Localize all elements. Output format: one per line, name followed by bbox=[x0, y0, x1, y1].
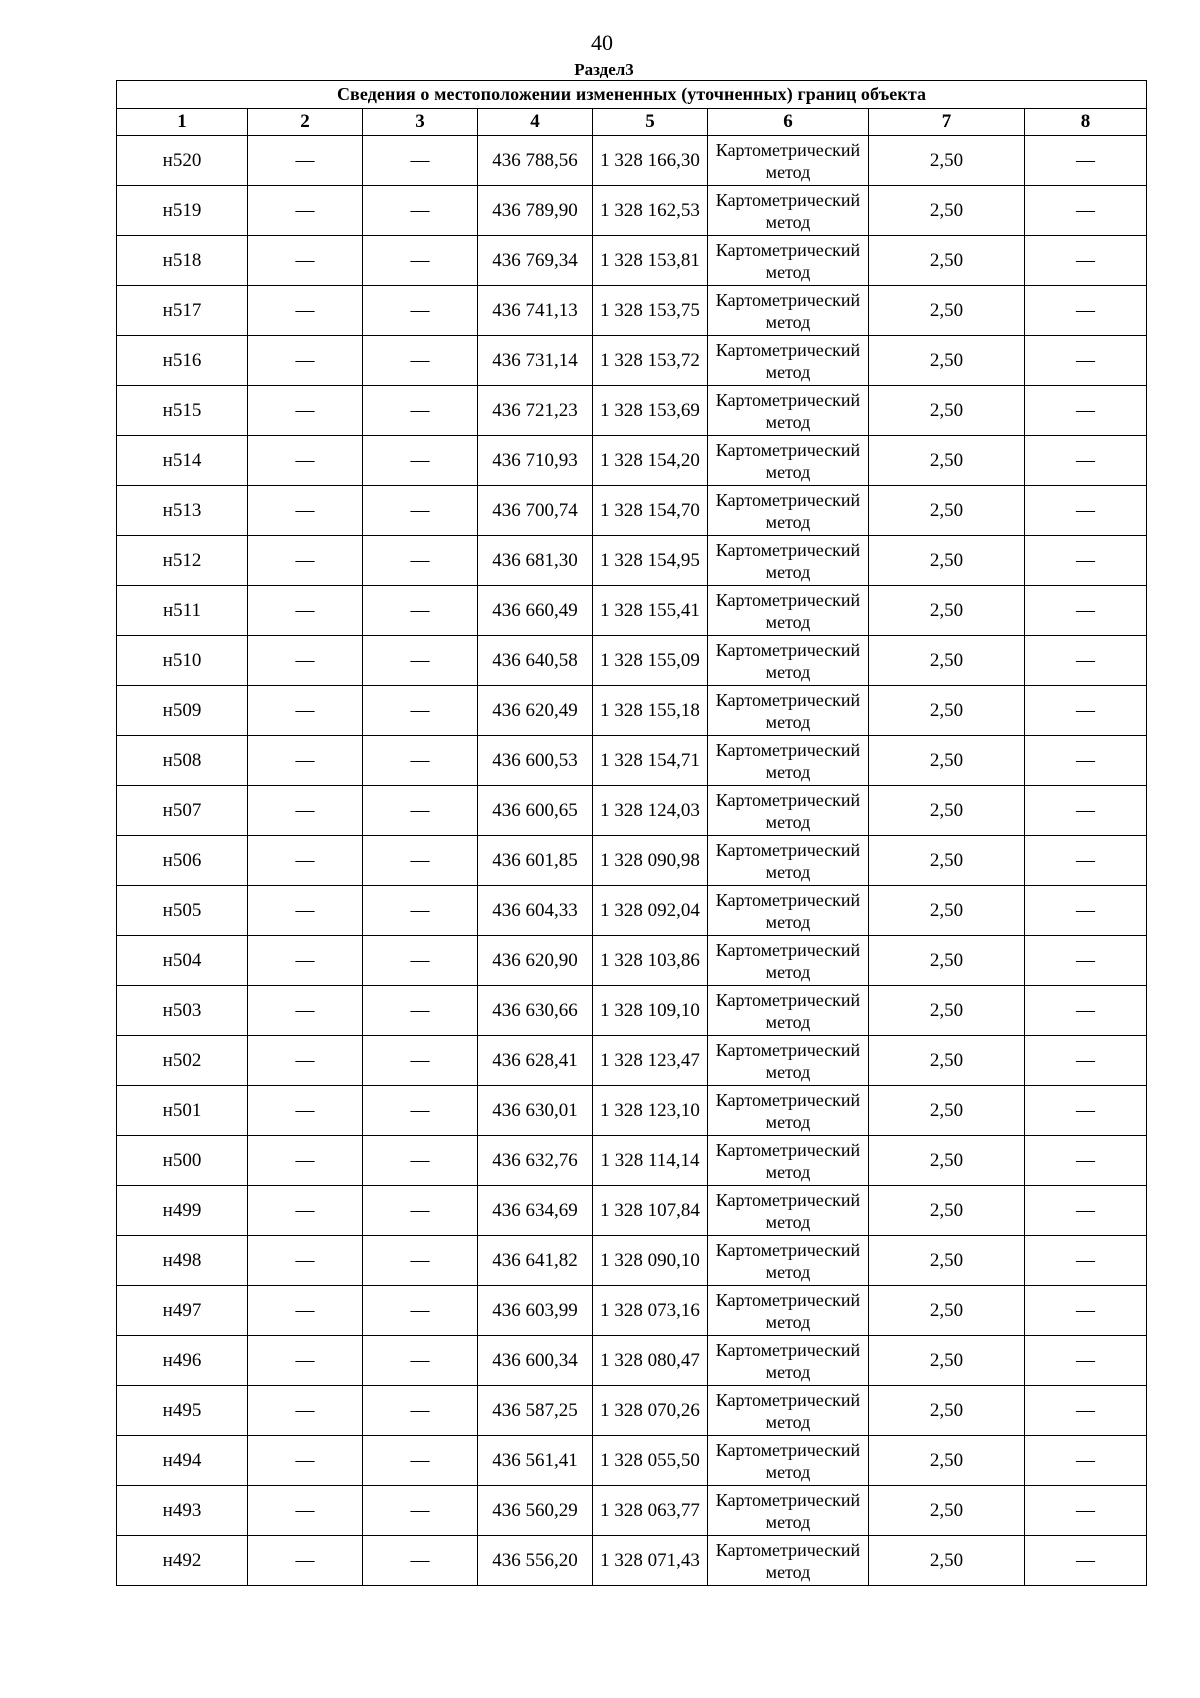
table-row bbox=[117, 1086, 1147, 1136]
boundary-coordinates-table bbox=[116, 80, 1147, 1586]
column-8-cell: — bbox=[1025, 636, 1147, 686]
coordinate-y-cell: 1 328 123,47 bbox=[593, 1036, 708, 1086]
accuracy-cell: 2,50 bbox=[869, 586, 1025, 636]
coordinate-y-cell: 1 328 155,18 bbox=[593, 686, 708, 736]
column-3-cell: — bbox=[363, 1336, 478, 1386]
point-id-cell: н519 bbox=[117, 186, 248, 236]
coordinate-x-cell: 436 789,90 bbox=[478, 186, 593, 236]
column-8-cell: — bbox=[1025, 536, 1147, 586]
method-cell: Картометрический метод bbox=[708, 1536, 869, 1586]
column-3-cell: — bbox=[363, 486, 478, 536]
coordinate-y-cell: 1 328 124,03 bbox=[593, 786, 708, 836]
method-cell: Картометрический метод bbox=[708, 186, 869, 236]
point-id-cell: н492 bbox=[117, 1536, 248, 1586]
column-8-cell: — bbox=[1025, 136, 1147, 186]
method-cell: Картометрический метод bbox=[708, 1186, 869, 1236]
column-8-cell: — bbox=[1025, 436, 1147, 486]
column-8-cell: — bbox=[1025, 686, 1147, 736]
coordinate-y-cell: 1 328 109,10 bbox=[593, 986, 708, 1036]
table-row bbox=[117, 936, 1147, 986]
coordinate-y-cell: 1 328 090,98 bbox=[593, 836, 708, 886]
coordinate-y-cell: 1 328 162,53 bbox=[593, 186, 708, 236]
coordinate-x-cell: 436 741,13 bbox=[478, 286, 593, 336]
point-id-cell: н497 bbox=[117, 1286, 248, 1336]
accuracy-cell: 2,50 bbox=[869, 836, 1025, 886]
column-8-cell: — bbox=[1025, 836, 1147, 886]
table-row bbox=[117, 736, 1147, 786]
column-8-cell: — bbox=[1025, 186, 1147, 236]
coordinate-x-cell: 436 600,65 bbox=[478, 786, 593, 836]
point-id-cell: н503 bbox=[117, 986, 248, 1036]
column-3-cell: — bbox=[363, 936, 478, 986]
accuracy-cell: 2,50 bbox=[869, 1136, 1025, 1186]
column-3-cell: — bbox=[363, 1286, 478, 1336]
accuracy-cell: 2,50 bbox=[869, 936, 1025, 986]
column-3-cell: — bbox=[363, 186, 478, 236]
column-2-cell: — bbox=[248, 886, 363, 936]
column-8-cell: — bbox=[1025, 1136, 1147, 1186]
point-id-cell: н494 bbox=[117, 1436, 248, 1486]
coordinate-x-cell: 436 632,76 bbox=[478, 1136, 593, 1186]
coordinate-y-cell: 1 328 154,20 bbox=[593, 436, 708, 486]
coordinate-x-cell: 436 641,82 bbox=[478, 1236, 593, 1286]
table-row bbox=[117, 386, 1147, 436]
coordinate-y-cell: 1 328 123,10 bbox=[593, 1086, 708, 1136]
column-8-cell: — bbox=[1025, 1236, 1147, 1286]
table-row bbox=[117, 1536, 1147, 1586]
column-2-cell: — bbox=[248, 1386, 363, 1436]
table-body bbox=[117, 136, 1147, 1586]
column-3-cell: — bbox=[363, 786, 478, 836]
column-3-cell: — bbox=[363, 436, 478, 486]
column-8-cell: — bbox=[1025, 1036, 1147, 1086]
table-row bbox=[117, 486, 1147, 536]
table-row bbox=[117, 536, 1147, 586]
point-id-cell: н493 bbox=[117, 1486, 248, 1536]
method-cell: Картометрический метод bbox=[708, 1236, 869, 1286]
column-8-cell: — bbox=[1025, 1286, 1147, 1336]
column-8-cell: — bbox=[1025, 1186, 1147, 1236]
table-row bbox=[117, 786, 1147, 836]
column-number-5: 5 bbox=[593, 109, 708, 136]
coordinate-y-cell: 1 328 155,09 bbox=[593, 636, 708, 686]
table-row bbox=[117, 236, 1147, 286]
column-3-cell: — bbox=[363, 136, 478, 186]
table-row bbox=[117, 336, 1147, 386]
table-row bbox=[117, 836, 1147, 886]
table-row bbox=[117, 1236, 1147, 1286]
column-2-cell: — bbox=[248, 486, 363, 536]
column-3-cell: — bbox=[363, 1086, 478, 1136]
accuracy-cell: 2,50 bbox=[869, 536, 1025, 586]
column-2-cell: — bbox=[248, 1536, 363, 1586]
column-8-cell: — bbox=[1025, 986, 1147, 1036]
method-cell: Картометрический метод bbox=[708, 936, 869, 986]
method-cell: Картометрический метод bbox=[708, 786, 869, 836]
coordinate-y-cell: 1 328 154,70 bbox=[593, 486, 708, 536]
column-8-cell: — bbox=[1025, 1086, 1147, 1136]
column-2-cell: — bbox=[248, 836, 363, 886]
accuracy-cell: 2,50 bbox=[869, 1286, 1025, 1336]
point-id-cell: н513 bbox=[117, 486, 248, 536]
column-2-cell: — bbox=[248, 986, 363, 1036]
column-3-cell: — bbox=[363, 1486, 478, 1536]
table-row bbox=[117, 886, 1147, 936]
accuracy-cell: 2,50 bbox=[869, 1036, 1025, 1086]
column-3-cell: — bbox=[363, 736, 478, 786]
point-id-cell: н515 bbox=[117, 386, 248, 436]
column-3-cell: — bbox=[363, 1186, 478, 1236]
method-cell: Картометрический метод bbox=[708, 636, 869, 686]
table-row bbox=[117, 1186, 1147, 1236]
coordinate-x-cell: 436 640,58 bbox=[478, 636, 593, 686]
table-row bbox=[117, 986, 1147, 1036]
method-cell: Картометрический метод bbox=[708, 1086, 869, 1136]
coordinate-x-cell: 436 630,01 bbox=[478, 1086, 593, 1136]
point-id-cell: н501 bbox=[117, 1086, 248, 1136]
column-2-cell: — bbox=[248, 286, 363, 336]
column-3-cell: — bbox=[363, 386, 478, 436]
column-2-cell: — bbox=[248, 136, 363, 186]
point-id-cell: н514 bbox=[117, 436, 248, 486]
column-3-cell: — bbox=[363, 286, 478, 336]
column-3-cell: — bbox=[363, 886, 478, 936]
coordinate-x-cell: 436 556,20 bbox=[478, 1536, 593, 1586]
coordinate-x-cell: 436 620,49 bbox=[478, 686, 593, 736]
column-8-cell: — bbox=[1025, 1386, 1147, 1436]
column-3-cell: — bbox=[363, 686, 478, 736]
coordinate-x-cell: 436 630,66 bbox=[478, 986, 593, 1036]
column-8-cell: — bbox=[1025, 936, 1147, 986]
coordinate-x-cell: 436 769,34 bbox=[478, 236, 593, 286]
column-8-cell: — bbox=[1025, 1436, 1147, 1486]
table-row bbox=[117, 186, 1147, 236]
point-id-cell: н508 bbox=[117, 736, 248, 786]
table-row bbox=[117, 136, 1147, 186]
accuracy-cell: 2,50 bbox=[869, 986, 1025, 1036]
coordinate-x-cell: 436 710,93 bbox=[478, 436, 593, 486]
table-row bbox=[117, 1336, 1147, 1386]
column-2-cell: — bbox=[248, 1486, 363, 1536]
method-cell: Картометрический метод bbox=[708, 1286, 869, 1336]
column-3-cell: — bbox=[363, 986, 478, 1036]
point-id-cell: н520 bbox=[117, 136, 248, 186]
coordinate-y-cell: 1 328 107,84 bbox=[593, 1186, 708, 1236]
accuracy-cell: 2,50 bbox=[869, 1386, 1025, 1436]
column-2-cell: — bbox=[248, 586, 363, 636]
column-3-cell: — bbox=[363, 1236, 478, 1286]
method-cell: Картометрический метод bbox=[708, 986, 869, 1036]
coordinate-x-cell: 436 620,90 bbox=[478, 936, 593, 986]
coordinate-x-cell: 436 601,85 bbox=[478, 836, 593, 886]
column-8-cell: — bbox=[1025, 386, 1147, 436]
column-2-cell: — bbox=[248, 1036, 363, 1086]
point-id-cell: н509 bbox=[117, 686, 248, 736]
coordinate-y-cell: 1 328 153,69 bbox=[593, 386, 708, 436]
method-cell: Картометрический метод bbox=[708, 886, 869, 936]
column-8-cell: — bbox=[1025, 786, 1147, 836]
accuracy-cell: 2,50 bbox=[869, 236, 1025, 286]
column-8-cell: — bbox=[1025, 736, 1147, 786]
column-2-cell: — bbox=[248, 1236, 363, 1286]
table-row bbox=[117, 1286, 1147, 1336]
point-id-cell: н502 bbox=[117, 1036, 248, 1086]
accuracy-cell: 2,50 bbox=[869, 386, 1025, 436]
section-label: Раздел3 bbox=[574, 60, 634, 79]
coordinate-y-cell: 1 328 114,14 bbox=[593, 1136, 708, 1186]
table-row bbox=[117, 686, 1147, 736]
table-row bbox=[117, 286, 1147, 336]
table-row bbox=[117, 1136, 1147, 1186]
accuracy-cell: 2,50 bbox=[869, 286, 1025, 336]
accuracy-cell: 2,50 bbox=[869, 436, 1025, 486]
column-8-cell: — bbox=[1025, 486, 1147, 536]
column-2-cell: — bbox=[248, 436, 363, 486]
column-number-7: 7 bbox=[869, 109, 1025, 136]
point-id-cell: н506 bbox=[117, 836, 248, 886]
method-cell: Картометрический метод bbox=[708, 1386, 869, 1436]
coordinate-y-cell: 1 328 063,77 bbox=[593, 1486, 708, 1536]
accuracy-cell: 2,50 bbox=[869, 736, 1025, 786]
method-cell: Картометрический метод bbox=[708, 586, 869, 636]
column-2-cell: — bbox=[248, 636, 363, 686]
point-id-cell: н510 bbox=[117, 636, 248, 686]
column-8-cell: — bbox=[1025, 886, 1147, 936]
column-8-cell: — bbox=[1025, 586, 1147, 636]
method-cell: Картометрический метод bbox=[708, 1486, 869, 1536]
coordinate-x-cell: 436 561,41 bbox=[478, 1436, 593, 1486]
coordinate-y-cell: 1 328 103,86 bbox=[593, 936, 708, 986]
accuracy-cell: 2,50 bbox=[869, 1486, 1025, 1536]
accuracy-cell: 2,50 bbox=[869, 686, 1025, 736]
column-2-cell: — bbox=[248, 1086, 363, 1136]
point-id-cell: н496 bbox=[117, 1336, 248, 1386]
method-cell: Картометрический метод bbox=[708, 1436, 869, 1486]
table-row bbox=[117, 1386, 1147, 1436]
column-8-cell: — bbox=[1025, 336, 1147, 386]
column-3-cell: — bbox=[363, 1386, 478, 1436]
point-id-cell: н495 bbox=[117, 1386, 248, 1436]
column-number-8: 8 bbox=[1025, 109, 1147, 136]
method-cell: Картометрический метод bbox=[708, 686, 869, 736]
accuracy-cell: 2,50 bbox=[869, 1236, 1025, 1286]
table-row bbox=[117, 1486, 1147, 1536]
point-id-cell: н500 bbox=[117, 1136, 248, 1186]
method-cell: Картометрический метод bbox=[708, 136, 869, 186]
page-number: 40 bbox=[591, 30, 613, 55]
column-2-cell: — bbox=[248, 786, 363, 836]
coordinate-x-cell: 436 788,56 bbox=[478, 136, 593, 186]
column-number-2: 2 bbox=[248, 109, 363, 136]
accuracy-cell: 2,50 bbox=[869, 186, 1025, 236]
column-3-cell: — bbox=[363, 1036, 478, 1086]
column-2-cell: — bbox=[248, 1186, 363, 1236]
column-3-cell: — bbox=[363, 836, 478, 886]
method-cell: Картометрический метод bbox=[708, 436, 869, 486]
accuracy-cell: 2,50 bbox=[869, 1086, 1025, 1136]
method-cell: Картометрический метод bbox=[708, 1336, 869, 1386]
method-cell: Картометрический метод bbox=[708, 386, 869, 436]
accuracy-cell: 2,50 bbox=[869, 1536, 1025, 1586]
coordinate-y-cell: 1 328 080,47 bbox=[593, 1336, 708, 1386]
point-id-cell: н498 bbox=[117, 1236, 248, 1286]
point-id-cell: н505 bbox=[117, 886, 248, 936]
method-cell: Картометрический метод bbox=[708, 736, 869, 786]
column-2-cell: — bbox=[248, 186, 363, 236]
coordinate-y-cell: 1 328 155,41 bbox=[593, 586, 708, 636]
coordinate-y-cell: 1 328 153,75 bbox=[593, 286, 708, 336]
accuracy-cell: 2,50 bbox=[869, 336, 1025, 386]
method-cell: Картометрический метод bbox=[708, 486, 869, 536]
accuracy-cell: 2,50 bbox=[869, 136, 1025, 186]
coordinate-x-cell: 436 603,99 bbox=[478, 1286, 593, 1336]
coordinate-x-cell: 436 660,49 bbox=[478, 586, 593, 636]
coordinate-x-cell: 436 600,53 bbox=[478, 736, 593, 786]
method-cell: Картометрический метод bbox=[708, 836, 869, 886]
coordinate-x-cell: 436 587,25 bbox=[478, 1386, 593, 1436]
point-id-cell: н511 bbox=[117, 586, 248, 636]
column-number-6: 6 bbox=[708, 109, 869, 136]
coordinate-x-cell: 436 600,34 bbox=[478, 1336, 593, 1386]
column-3-cell: — bbox=[363, 1436, 478, 1486]
accuracy-cell: 2,50 bbox=[869, 1186, 1025, 1236]
column-8-cell: — bbox=[1025, 286, 1147, 336]
point-id-cell: н499 bbox=[117, 1186, 248, 1236]
point-id-cell: н517 bbox=[117, 286, 248, 336]
column-2-cell: — bbox=[248, 1336, 363, 1386]
column-number-4: 4 bbox=[478, 109, 593, 136]
column-8-cell: — bbox=[1025, 1336, 1147, 1386]
point-id-cell: н504 bbox=[117, 936, 248, 986]
method-cell: Картометрический метод bbox=[708, 1036, 869, 1086]
column-3-cell: — bbox=[363, 636, 478, 686]
table-row bbox=[117, 1036, 1147, 1086]
accuracy-cell: 2,50 bbox=[869, 486, 1025, 536]
column-2-cell: — bbox=[248, 1286, 363, 1336]
accuracy-cell: 2,50 bbox=[869, 786, 1025, 836]
coordinate-x-cell: 436 604,33 bbox=[478, 886, 593, 936]
table-row bbox=[117, 586, 1147, 636]
column-number-row bbox=[117, 109, 1147, 136]
column-2-cell: — bbox=[248, 1436, 363, 1486]
coordinate-y-cell: 1 328 153,72 bbox=[593, 336, 708, 386]
table-row bbox=[117, 1436, 1147, 1486]
method-cell: Картометрический метод bbox=[708, 236, 869, 286]
coordinate-y-cell: 1 328 090,10 bbox=[593, 1236, 708, 1286]
coordinate-y-cell: 1 328 166,30 bbox=[593, 136, 708, 186]
column-number-3: 3 bbox=[363, 109, 478, 136]
column-2-cell: — bbox=[248, 236, 363, 286]
point-id-cell: н512 bbox=[117, 536, 248, 586]
coordinate-y-cell: 1 328 071,43 bbox=[593, 1536, 708, 1586]
coordinate-x-cell: 436 634,69 bbox=[478, 1186, 593, 1236]
column-2-cell: — bbox=[248, 686, 363, 736]
column-2-cell: — bbox=[248, 386, 363, 436]
coordinate-x-cell: 436 681,30 bbox=[478, 536, 593, 586]
method-cell: Картометрический метод bbox=[708, 286, 869, 336]
coordinate-x-cell: 436 731,14 bbox=[478, 336, 593, 386]
point-id-cell: н518 bbox=[117, 236, 248, 286]
point-id-cell: н516 bbox=[117, 336, 248, 386]
coordinate-x-cell: 436 628,41 bbox=[478, 1036, 593, 1086]
point-id-cell: н507 bbox=[117, 786, 248, 836]
coordinate-x-cell: 436 700,74 bbox=[478, 486, 593, 536]
method-cell: Картометрический метод bbox=[708, 1136, 869, 1186]
coordinate-y-cell: 1 328 070,26 bbox=[593, 1386, 708, 1436]
column-3-cell: — bbox=[363, 1536, 478, 1586]
coordinate-y-cell: 1 328 153,81 bbox=[593, 236, 708, 286]
column-number-1: 1 bbox=[117, 109, 248, 136]
column-3-cell: — bbox=[363, 236, 478, 286]
column-2-cell: — bbox=[248, 736, 363, 786]
table-row bbox=[117, 436, 1147, 486]
method-cell: Картометрический метод bbox=[708, 336, 869, 386]
method-cell: Картометрический метод bbox=[708, 536, 869, 586]
accuracy-cell: 2,50 bbox=[869, 636, 1025, 686]
coordinate-y-cell: 1 328 055,50 bbox=[593, 1436, 708, 1486]
column-3-cell: — bbox=[363, 536, 478, 586]
column-8-cell: — bbox=[1025, 1536, 1147, 1586]
coordinate-x-cell: 436 560,29 bbox=[478, 1486, 593, 1536]
accuracy-cell: 2,50 bbox=[869, 1436, 1025, 1486]
column-2-cell: — bbox=[248, 536, 363, 586]
coordinate-x-cell: 436 721,23 bbox=[478, 386, 593, 436]
column-3-cell: — bbox=[363, 1136, 478, 1186]
column-3-cell: — bbox=[363, 336, 478, 386]
column-3-cell: — bbox=[363, 586, 478, 636]
accuracy-cell: 2,50 bbox=[869, 886, 1025, 936]
column-2-cell: — bbox=[248, 936, 363, 986]
coordinate-y-cell: 1 328 154,71 bbox=[593, 736, 708, 786]
column-8-cell: — bbox=[1025, 236, 1147, 286]
table-title: Сведения о местоположении измененных (уточненных) границ объекта bbox=[117, 81, 1147, 109]
coordinate-y-cell: 1 328 092,04 bbox=[593, 886, 708, 936]
coordinate-y-cell: 1 328 073,16 bbox=[593, 1286, 708, 1336]
accuracy-cell: 2,50 bbox=[869, 1336, 1025, 1386]
column-2-cell: — bbox=[248, 1136, 363, 1186]
table-row bbox=[117, 636, 1147, 686]
column-2-cell: — bbox=[248, 336, 363, 386]
column-8-cell: — bbox=[1025, 1486, 1147, 1536]
coordinate-y-cell: 1 328 154,95 bbox=[593, 536, 708, 586]
